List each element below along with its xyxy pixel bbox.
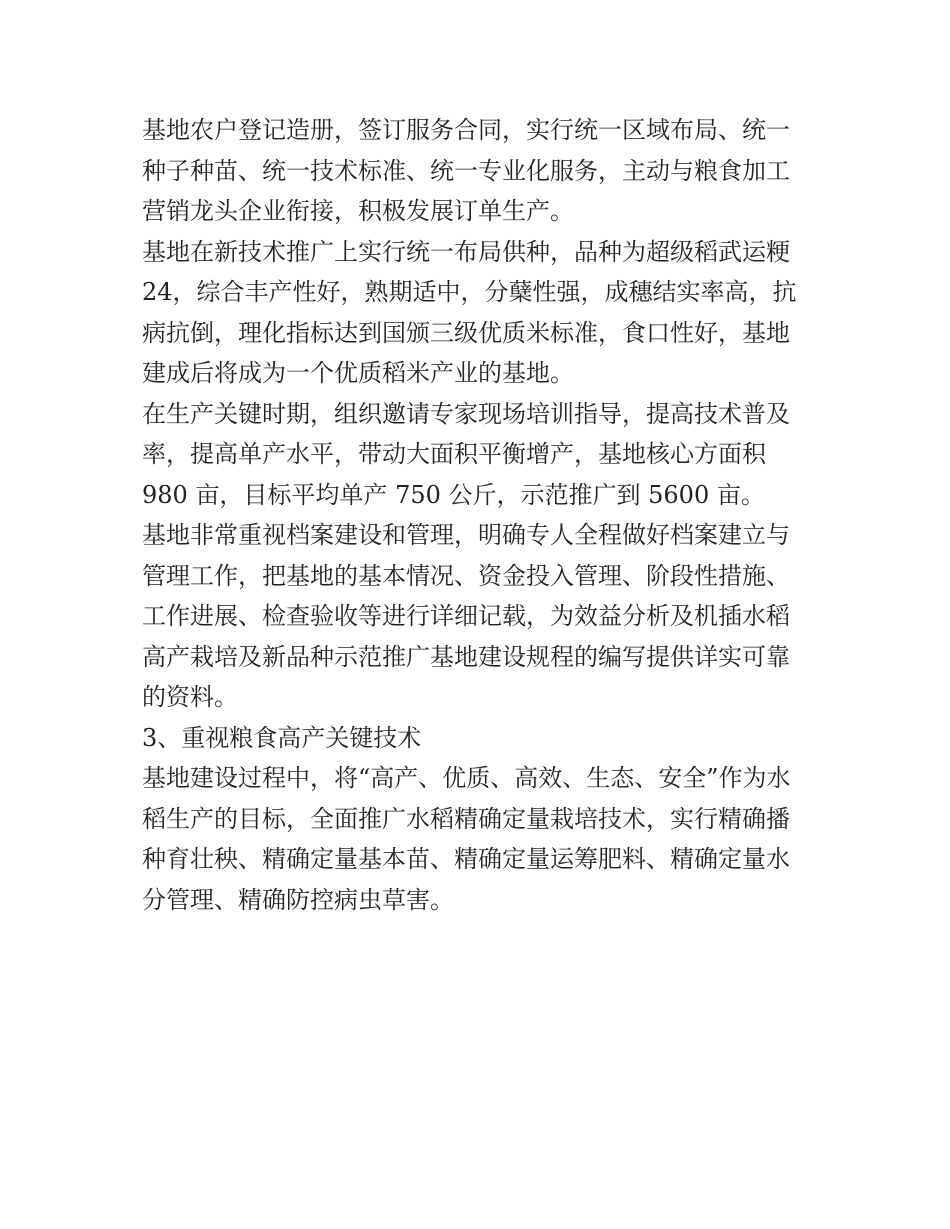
paragraph-farmer-registration bbox=[142, 110, 814, 232]
text-line: 病抗倒，理化指标达到国颁三级优质米标准，食口性好，基地 bbox=[142, 318, 790, 347]
text-line: 建成后将成为一个优质稻米产业的基地。 bbox=[142, 359, 574, 387]
paragraph-seed-variety bbox=[142, 232, 814, 394]
text-line: 种子种苗、统一技术标准、统一专业化服务，主动与粮食加工 bbox=[142, 156, 790, 185]
text-line: 营销龙头企业衔接，积极发展订单生产。 bbox=[142, 197, 574, 225]
paragraph-precision-cultivation bbox=[142, 758, 814, 920]
section-heading: 3、重视粮食高产关键技术 bbox=[142, 723, 422, 752]
paragraph-archive-management bbox=[142, 515, 814, 718]
document-body bbox=[142, 110, 814, 920]
text-line: 基地农户登记造册，签订服务合同，实行统一区域布局、统一 bbox=[142, 116, 790, 144]
text-line: 分管理、精确防控病虫草害。 bbox=[142, 885, 454, 914]
text-line: 稻生产的目标，全面推广水稻精确定量栽培技术，实行精确播 bbox=[142, 804, 790, 833]
text-line: 24，综合丰产性好，熟期适中，分蘖性强，成穗结实率高，抗 bbox=[142, 278, 797, 306]
text-line: 基地建设过程中，将“高产、优质、高效、生态、安全”作为水 bbox=[142, 764, 791, 792]
text-line: 980 亩，目标平均单产 750 公斤，示范推广到 5600 亩。 bbox=[142, 480, 765, 509]
text-line: 的资料。 bbox=[142, 683, 238, 711]
paragraph-expert-training bbox=[142, 394, 814, 516]
text-line: 工作进展、检查验收等进行详细记载，为效益分析及机插水稻 bbox=[142, 602, 790, 630]
text-line: 种育壮秧、精确定量基本苗、精确定量运筹肥料、精确定量水 bbox=[142, 845, 790, 873]
text-line: 管理工作，把基地的基本情况、资金投入管理、阶段性措施、 bbox=[142, 561, 790, 590]
text-line: 基地在新技术推广上实行统一布局供种，品种为超级稻武运粳 bbox=[142, 237, 790, 266]
text-line: 基地非常重视档案建设和管理，明确专人全程做好档案建立与 bbox=[142, 521, 790, 549]
text-line: 在生产关键时期，组织邀请专家现场培训指导，提高技术普及 bbox=[142, 399, 790, 428]
text-line: 率，提高单产水平，带动大面积平衡增产，基地核心方面积 bbox=[142, 440, 766, 468]
text-line: 高产栽培及新品种示范推广基地建设规程的编写提供详实可靠 bbox=[142, 642, 790, 671]
